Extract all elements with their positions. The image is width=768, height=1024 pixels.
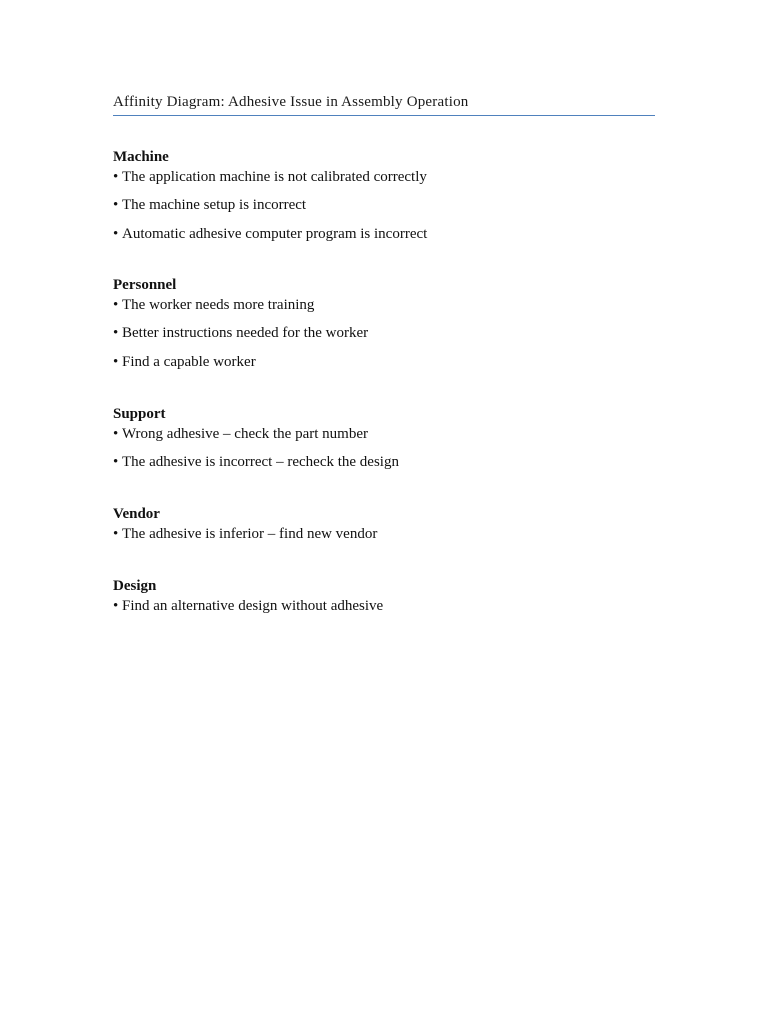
list-item	[113, 224, 427, 244]
group-heading: Personnel	[113, 277, 177, 293]
list-item	[113, 424, 399, 444]
list-item-text: Find a capable worker	[122, 353, 256, 370]
list-item	[113, 524, 377, 544]
bullet-icon: •	[113, 169, 119, 185]
bullet-icon: •	[113, 297, 119, 313]
list-item	[113, 323, 368, 343]
group-heading: Vendor	[113, 506, 160, 522]
group-item-list	[113, 424, 399, 472]
list-item	[113, 295, 368, 315]
document-title: Affinity Diagram: Adhesive Issue in Assembly Operation	[113, 92, 655, 116]
list-item	[113, 352, 368, 372]
list-item-text: Automatic adhesive computer program is incorrect	[122, 225, 428, 242]
list-item-text: The adhesive is inferior – find new vendor	[122, 526, 378, 542]
list-item-text: The application machine is not calibrated correctly	[122, 169, 427, 185]
group-heading: Design	[113, 578, 157, 594]
bullet-icon: •	[113, 353, 119, 370]
group-item-list	[113, 596, 383, 616]
bullet-icon: •	[113, 526, 119, 542]
group-item-list	[113, 295, 368, 372]
bullet-icon: •	[113, 598, 119, 614]
group-design	[113, 576, 383, 616]
list-item	[113, 195, 427, 215]
list-item-text: The machine setup is incorrect	[122, 197, 307, 214]
document-page	[113, 92, 655, 614]
bullet-icon: •	[113, 325, 119, 342]
group-heading: Machine	[113, 149, 169, 165]
bullet-icon: •	[113, 197, 119, 214]
list-item	[113, 596, 383, 616]
group-machine	[113, 147, 427, 244]
list-item-text: Find an alternative design without adhesive	[122, 598, 384, 614]
group-item-list	[113, 167, 427, 244]
group-item-list	[113, 524, 377, 544]
group-personnel	[113, 275, 368, 372]
bullet-icon: •	[113, 426, 119, 442]
list-item-text: The adhesive is incorrect – recheck the design	[122, 454, 399, 471]
bullet-icon: •	[113, 225, 119, 242]
list-item-text: Wrong adhesive – check the part number	[122, 426, 368, 442]
group-vendor	[113, 504, 377, 544]
list-item	[113, 452, 399, 472]
bullet-icon: •	[113, 454, 119, 471]
list-item	[113, 167, 427, 187]
list-item-text: The worker needs more training	[122, 297, 315, 313]
group-heading: Support	[113, 406, 166, 422]
group-support	[113, 404, 399, 472]
list-item-text: Better instructions needed for the worker	[122, 325, 369, 342]
